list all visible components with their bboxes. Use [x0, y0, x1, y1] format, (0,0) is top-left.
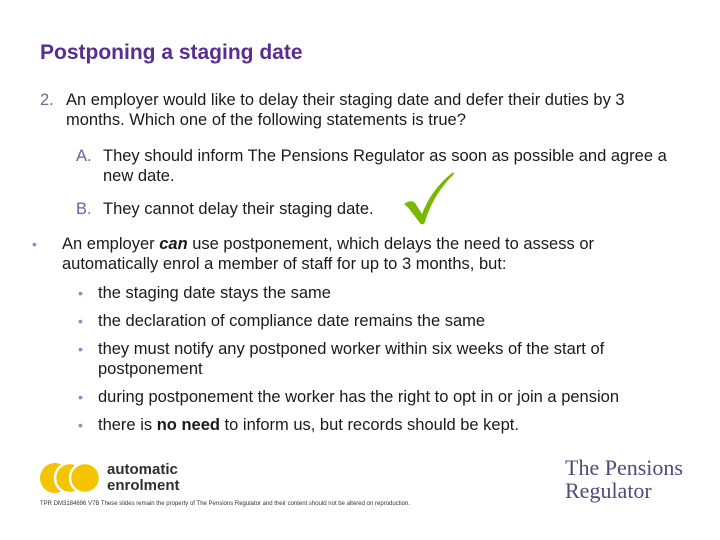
explanation [30, 234, 690, 443]
question [40, 90, 680, 130]
tpr-logo-line2: Regulator [565, 478, 652, 503]
list-item-emphasis: no need [156, 416, 220, 434]
list-item [30, 283, 690, 303]
tpr-logo-line1: The Pensions [565, 455, 683, 480]
answer-letter: A. [76, 147, 92, 165]
list-item [30, 415, 690, 435]
ae-logo-line2: enrolment [107, 477, 180, 494]
ae-logo-line1: automatic [107, 461, 178, 478]
ae-logo-text [107, 462, 180, 494]
question-number: 2. [40, 91, 54, 109]
list-item-text: the declaration of compliance date remains the same [98, 312, 486, 330]
answer-option-a [76, 146, 676, 186]
bullet-icon: • [78, 285, 83, 301]
list-item [30, 339, 690, 379]
bullet-icon: • [78, 389, 83, 405]
list-item-text: they must notify any postponed worker within six weeks of the start of postponement [98, 340, 605, 378]
question-text: An employer would like to delay their staging date and defer their duties by 3 months. Which one of the following statements is true? [66, 91, 625, 129]
automatic-enrolment-logo [38, 460, 218, 496]
pensions-regulator-logo [565, 456, 683, 502]
intro-emphasis: can [159, 235, 188, 253]
answer-letter: B. [76, 200, 92, 218]
list-item [30, 311, 690, 331]
list-item-text-end: to inform us, but records should be kept. [219, 416, 519, 434]
explanation-intro [30, 234, 690, 274]
ae-circles-icon [38, 460, 106, 496]
footer-note: TPR DM3184696 V7B These slides remain the property of The Pensions Regulator and their content should not be altered on reproduction. [40, 501, 411, 507]
bullet-icon: • [78, 417, 83, 433]
slide-title: Postponing a staging date [40, 41, 303, 64]
bullet-icon: • [32, 236, 37, 252]
checkmark-icon [398, 170, 458, 230]
intro-text-start: An employer [62, 235, 160, 253]
list-item-text: the staging date stays the same [98, 284, 331, 302]
answer-text: They should inform The Pensions Regulator as soon as possible and agree a new date. [103, 147, 667, 185]
answer-text: They cannot delay their staging date. [103, 200, 374, 218]
intro-text-end: use postponement, which delays the need to assess or automatically enrol a member of staff for up to 3 months, but: [62, 235, 594, 273]
list-item [30, 387, 690, 407]
bullet-icon: • [78, 313, 83, 329]
bullet-icon: • [78, 341, 83, 357]
answer-option-b [76, 199, 676, 219]
postponement-conditions [30, 283, 690, 435]
list-item-text: during postponement the worker has the right to opt in or join a pension [98, 388, 619, 406]
list-item-text-start: there is [98, 416, 157, 434]
